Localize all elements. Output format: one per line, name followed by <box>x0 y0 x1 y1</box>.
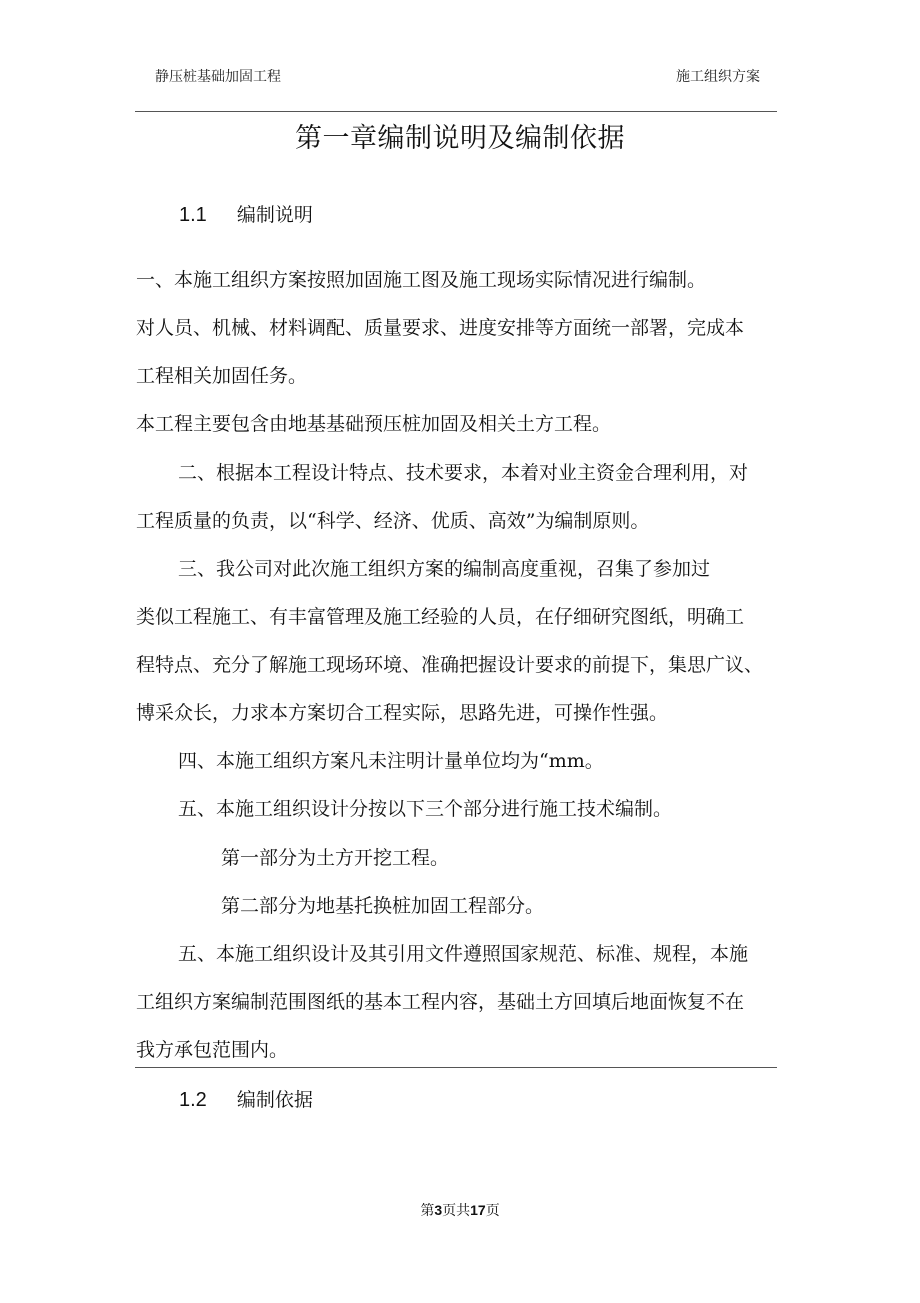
paragraph-line: 第二部分为地基托换桩加固工程部分。 <box>221 895 545 917</box>
footer-middle: 页共 <box>442 1203 471 1219</box>
paragraph-line: 工程质量的负责，以“科学、经济、优质、高效”为编制原则。 <box>136 510 650 532</box>
section-divider <box>135 1067 777 1068</box>
footer-suffix: 页 <box>485 1203 500 1219</box>
footer-page-number: 3 <box>434 1202 443 1218</box>
section-name: 编制依据 <box>236 1089 313 1111</box>
paragraph-line: 工组织方案编制范围图纸的基本工程内容，基础土方回填后地面恢复不在 <box>136 991 745 1013</box>
section-name: 编制说明 <box>236 204 313 226</box>
paragraph-line: 第一部分为土方开挖工程。 <box>221 847 450 869</box>
section-number: 1.1 <box>179 204 207 226</box>
paragraph-line: 五、本施工组织设计分按以下三个部分进行施工技术编制。 <box>178 798 673 820</box>
footer-total-pages: 17 <box>470 1202 486 1218</box>
paragraph-line: 四、本施工组织方案凡未注明计量单位均为“mm。 <box>178 750 604 772</box>
section-heading-1-2 <box>179 1085 313 1112</box>
paragraph-line: 三、我公司对此次施工组织方案的编制高度重视，召集了参加过 <box>178 558 711 580</box>
section-heading-1-1 <box>179 200 313 227</box>
footer-prefix: 第 <box>420 1203 435 1219</box>
chapter-title: 第一章编制说明及编制依据 <box>295 123 625 154</box>
paragraph-line: 二、根据本工程设计特点、技术要求，本着对业主资金合理利用，对 <box>178 462 749 484</box>
paragraph-line: 博采众长，力求本方案切合工程实际，思路先进，可操作性强。 <box>136 702 669 724</box>
section-number: 1.2 <box>179 1089 207 1111</box>
paragraph-line: 程特点、充分了解施工现场环境、准确把握设计要求的前提下，集思广议、 <box>136 654 764 676</box>
paragraph-line: 我方承包范围内。 <box>136 1039 289 1061</box>
paragraph-line: 本工程主要包含由地基基础预压桩加固及相关土方工程。 <box>136 413 612 435</box>
paragraph-line: 工程相关加固任务。 <box>136 365 308 387</box>
page-footer <box>0 1200 920 1220</box>
paragraph-line: 五、本施工组织设计及其引用文件遵照国家规范、标准、规程，本施 <box>178 943 749 965</box>
paragraph-line: 类似工程施工、有丰富管理及施工经验的人员，在仔细研究图纸，明确工 <box>136 606 745 628</box>
paragraph-line: 对人员、机械、材料调配、质量要求、进度安排等方面统一部署，完成本 <box>136 317 745 339</box>
header-right: 施工组织方案 <box>676 69 760 85</box>
header-divider <box>135 111 777 112</box>
paragraph-line: 一、本施工组织方案按照加固施工图及施工现场实际情况进行编制。 <box>136 269 707 291</box>
header-left: 静压桩基础加固工程 <box>155 69 281 85</box>
